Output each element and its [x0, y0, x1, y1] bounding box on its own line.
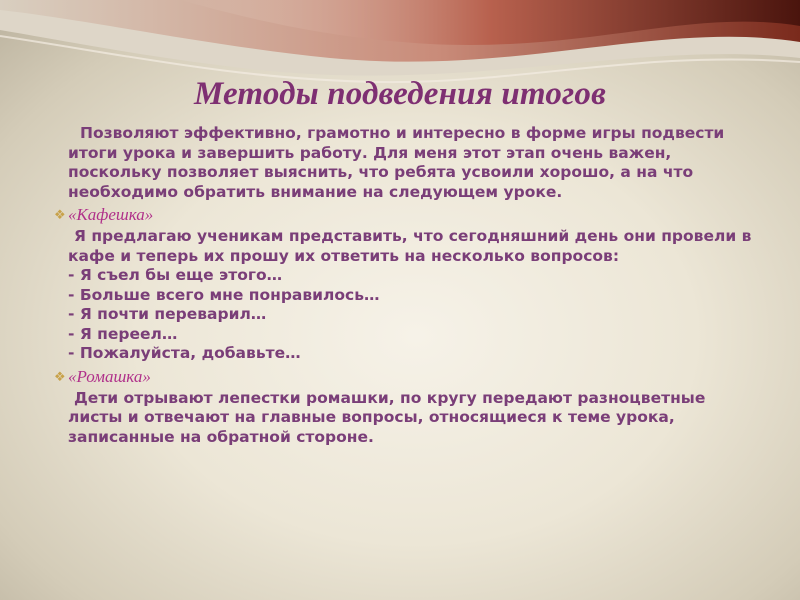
slide-title: Методы подведения итогов	[193, 76, 607, 112]
bullet-diamond-icon: ❖	[54, 207, 66, 222]
prompt-line: - Больше всего мне понравилось…	[68, 285, 380, 304]
prompt-line: - Пожалуйста, добавьте…	[68, 344, 301, 362]
prompt-line: - Я переел…	[68, 324, 178, 343]
method-romashka-heading	[54, 366, 754, 387]
prompt-line: - Я съел бы еще этого…	[68, 266, 283, 284]
intro-paragraph: Позволяют эффективно, грамотно и интересно в форме игры подвести итоги урока и завершить работу. Для меня этот этап очень важен, поскольку позволяет выяснить, что ребята усвоили хорошо, а на что необходимо обратить внимание на следующем уроке.	[68, 124, 725, 201]
method-kafeshka-prompts	[54, 266, 754, 364]
slide-body	[54, 124, 754, 447]
method-romashka-description: Дети отрывают лепестки ромашки, по кругу передают разноцветные листы и отвечают на главные вопросы, относящиеся к теме урока, записанные на обратной стороне.	[68, 388, 706, 446]
bullet-diamond-icon: ❖	[54, 368, 66, 384]
method-kafeshka-description: Я предлагаю ученикам представить, что сегодняшний день они провели в кафе и теперь их прошу их ответить на несколько вопросов:	[68, 227, 752, 265]
method-name: «Кафешка»	[68, 205, 154, 224]
method-name: «Ромашка»	[68, 366, 151, 386]
method-kafeshka-heading	[54, 204, 754, 225]
prompt-line: - Я почти переварил…	[68, 305, 267, 323]
